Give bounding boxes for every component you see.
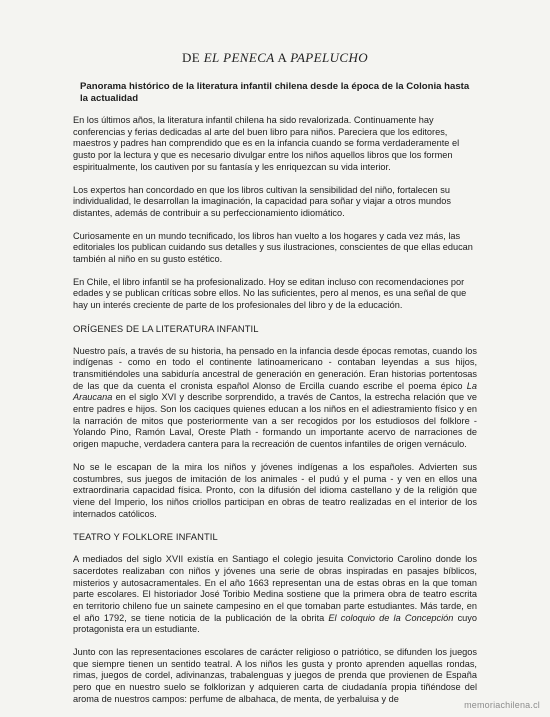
article-body [73,115,477,717]
running-head-prefix: DE [181,50,204,65]
section-heading-origenes: ORÍGENES DE LA LITERATURA INFANTIL [73,322,259,334]
watermark: memoriachilena.cl [464,700,540,710]
paragraph-7-italic: El coloquio de la Concepción [328,612,454,623]
paragraph-5 [73,346,477,451]
running-head-title2: PAPELUCHO [290,50,369,65]
paragraph-1: En los últimos años, la literatura infantil chilena ha sido revalorizada. Continuamente hay conferencias y ferias dedicadas al arte del buen libro para niños. Pareciera que los editores, maestros y padres han comprendido que es en la infancia cuando se forma verdaderamente el gusto por la lectura y que es necesario divulgar entre los niños aquellos libros que los formen espiritualmente, los cautiven por su fantasía y les enriquezcan su vida interior. [73,115,460,172]
paragraph-5-text-b: en el siglo XVI y describe sorprendido, a través de Cantos, la estrecha relación que ve entre padres e hijos. Son los caciques quienes educan a los niños en el adiestramiento físico y en la narración de mitos que posteriormente van a ser recogidos por los estudiosos del folklore - Yolando Pino, Ramón Laval, Oreste Plath - formando un importante acervo de narraciones de origen mapuche, verdadera cantera para la recreación de cuentos infantiles de origen vernáculo. [73,392,477,450]
paragraph-5-text-a: Nuestro país, a través de su historia, ha pensado en la infancia desde épocas remotas, cuando los indígenas - como en todo el continente latinoamericano - contaban leyendas a sus hijos, transmitiéndoles una sabiduría ancestral de generación en generación. Eran historias portentosas de las que da cuenta el cronista español Alonso de Ercilla cuando escribe el poema épico [73,345,477,391]
paragraph-2: Los expertos han concordado en que los libros cultivan la sensibilidad del niño, fortalecen su individualidad, le desarrollan la imaginación, la capacidad para soñar y viajar a otros mundos distantes, además de contribuir a su perfeccionamiento idiomático. [73,184,451,218]
paragraph-5-italic: La Araucana [73,380,477,403]
paragraph-4: En Chile, el libro infantil se ha profesionalizado. Hoy se editan incluso con recomendaciones por edades y se publican críticas sobre ellos. No las suficientes, pero al menos, es una señal de que hay un interés creciente de parte de los profesionales del libro y de la educación. [73,276,467,311]
paragraph-7-text-a: A mediados del siglo XVII existía en Santiago el colegio jesuita Convictorio Carolino donde los sacerdotes realizaban con niños y jóvenes una serie de obras inspiradas en pasajes bíblicos, misterios y autosacramentales. En el año 1663 representan una de estas obras en la que toman parte escolares. El historiador José Toribio Medina sostiene que la primera obra de teatro escrita en territorio chileno fue un sainete campesino en el que tomaban parte estudiantes. Más tarde, en el año 1792, se tiene noticia de la publicación de la obrita [73,554,477,623]
running-head-title1: EL PENECA [203,50,275,65]
paragraph-7-text-b: cuyo protagonista era un estudiante. [73,612,477,635]
paragraph-7 [73,554,477,636]
running-head-mid: A [274,50,291,65]
article-title: Panorama histórico de la literatura infantil chilena desde la época de la Colonia hasta la actualidad [80,81,470,104]
paragraph-6: No se le escapan de la mira los niños y jóvenes indígenas a los españoles. Advierten sus costumbres, sus juegos de imitación de los animales - el pudú y el puma - y ven en ellos una extraordinaria capacidad física. Pronto, con la difusión del idioma castellano y de la religión que viene del Imperio, los niños criollos participan en obras de teatro realizadas en el interior de los internados católicos. [73,461,477,519]
running-head [0,50,550,66]
section-heading-teatro: TEATRO Y FOLKLORE INFANTIL [73,531,218,543]
paragraph-3: Curiosamente en un mundo tecnificado, los libros han vuelto a los hogares y cada vez más, las editoriales los publican cuidando sus detalles y sus ilustraciones, conscientes de que ellas educan también al niño en su gusto estético. [73,230,473,265]
paragraph-8: Junto con las representaciones escolares de carácter religioso o patriótico, se difunden los juegos que siempre tienen un sentido teatral. A los niños les gusta y pronto aprenden aquellas rondas, rimas, juegos de cordel, adivinanzas, trabalenguas y juegos de prenda que provienen de España pero que en nuestro suelo se folklorizan y adquieren carta de ciudadanía propia tiñéndose del aroma de nuestros campos: perfume de albahaca, de menta, de yerbaluisa y de [73,647,477,704]
